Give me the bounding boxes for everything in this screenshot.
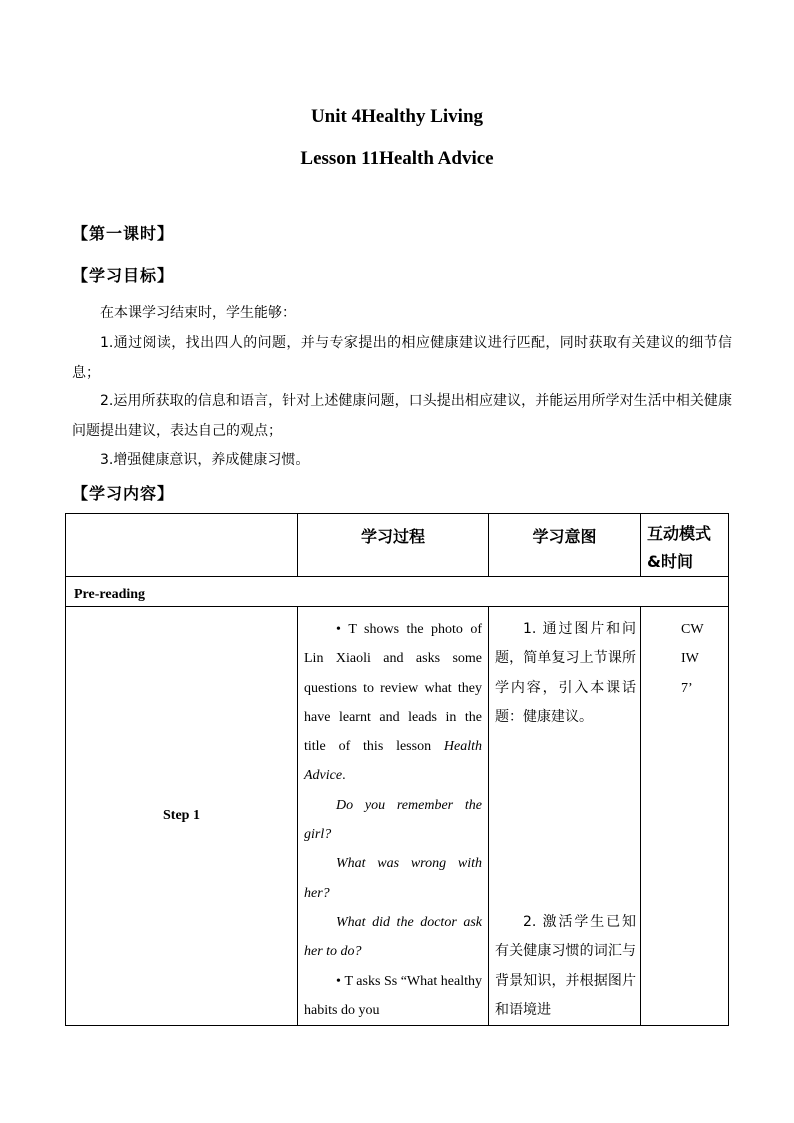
process-bullet-1 [304, 615, 482, 791]
objective-3: 3.增强健康意识，养成健康习惯。 [100, 452, 310, 468]
bullet-icon: • [336, 973, 345, 989]
step-row [66, 607, 729, 1026]
intent-item-2: 2. 激活学生已知有关健康习惯的词汇与背景知识，并根据图片和语境进 [495, 914, 636, 1019]
section-objectives: 【学习目标】 [72, 266, 175, 285]
process-bullet-1-suffix: . [342, 768, 346, 784]
process-bullet-1-title: Health Advice [304, 739, 482, 784]
objectives-intro: 在本课学习结束时，学生能够： [100, 305, 296, 321]
mode-time: 7’ [681, 680, 693, 696]
stage-row [66, 577, 729, 607]
process-question-1: Do you remember the girl? [304, 797, 482, 843]
process-bullet-2-text: T asks Ss “What healthy habits do you [304, 973, 482, 1018]
stage-label: Pre-reading [66, 577, 729, 607]
process-question-3: What did the doctor ask her to do? [304, 914, 482, 960]
mode-cell [641, 607, 729, 1026]
header-empty-cell [66, 514, 298, 577]
process-bullet-2 [304, 967, 482, 1026]
header-intent: 学习意图 [489, 514, 641, 577]
process-question-2: What was wrong with her? [304, 856, 482, 901]
header-mode [641, 514, 729, 577]
header-mode-line1: 互动模式 [647, 524, 712, 543]
mode-cw: CW [681, 622, 704, 637]
objective-1: 1.通过阅读，找出四人的问题，并与专家提出的相应健康建议进行匹配，同时获取有关建议的细节信息； [72, 335, 732, 381]
intent-cell [489, 607, 641, 1026]
lesson-table [65, 513, 729, 1026]
objective-2: 2.运用所获取的信息和语言，针对上述健康问题，口头提出相应建议，并能运用所学对生活中相关健康问题提出建议，表达自己的观点； [72, 393, 732, 439]
process-cell [298, 607, 489, 1026]
section-period: 【第一课时】 [72, 224, 175, 243]
mode-iw: IW [681, 651, 699, 667]
lesson-title: Lesson 11Health Advice [300, 148, 494, 169]
step-label: Step 1 [66, 607, 298, 1026]
section-content: 【学习内容】 [72, 484, 175, 503]
bullet-icon: • [336, 622, 349, 637]
intent-item-1: 1. 通过图片和问题，简单复习上节课所学内容，引入本课话题：健康建议。 [495, 621, 636, 725]
process-bullet-1-text: T shows the photo of Lin Xiaoli and asks some questions to review what they have learnt and leads in the title of this lesson [304, 622, 482, 755]
header-mode-line2: &时间 [647, 552, 693, 571]
unit-title: Unit 4Healthy Living [310, 106, 484, 127]
table-header-row [66, 514, 729, 577]
header-process: 学习过程 [298, 514, 489, 577]
